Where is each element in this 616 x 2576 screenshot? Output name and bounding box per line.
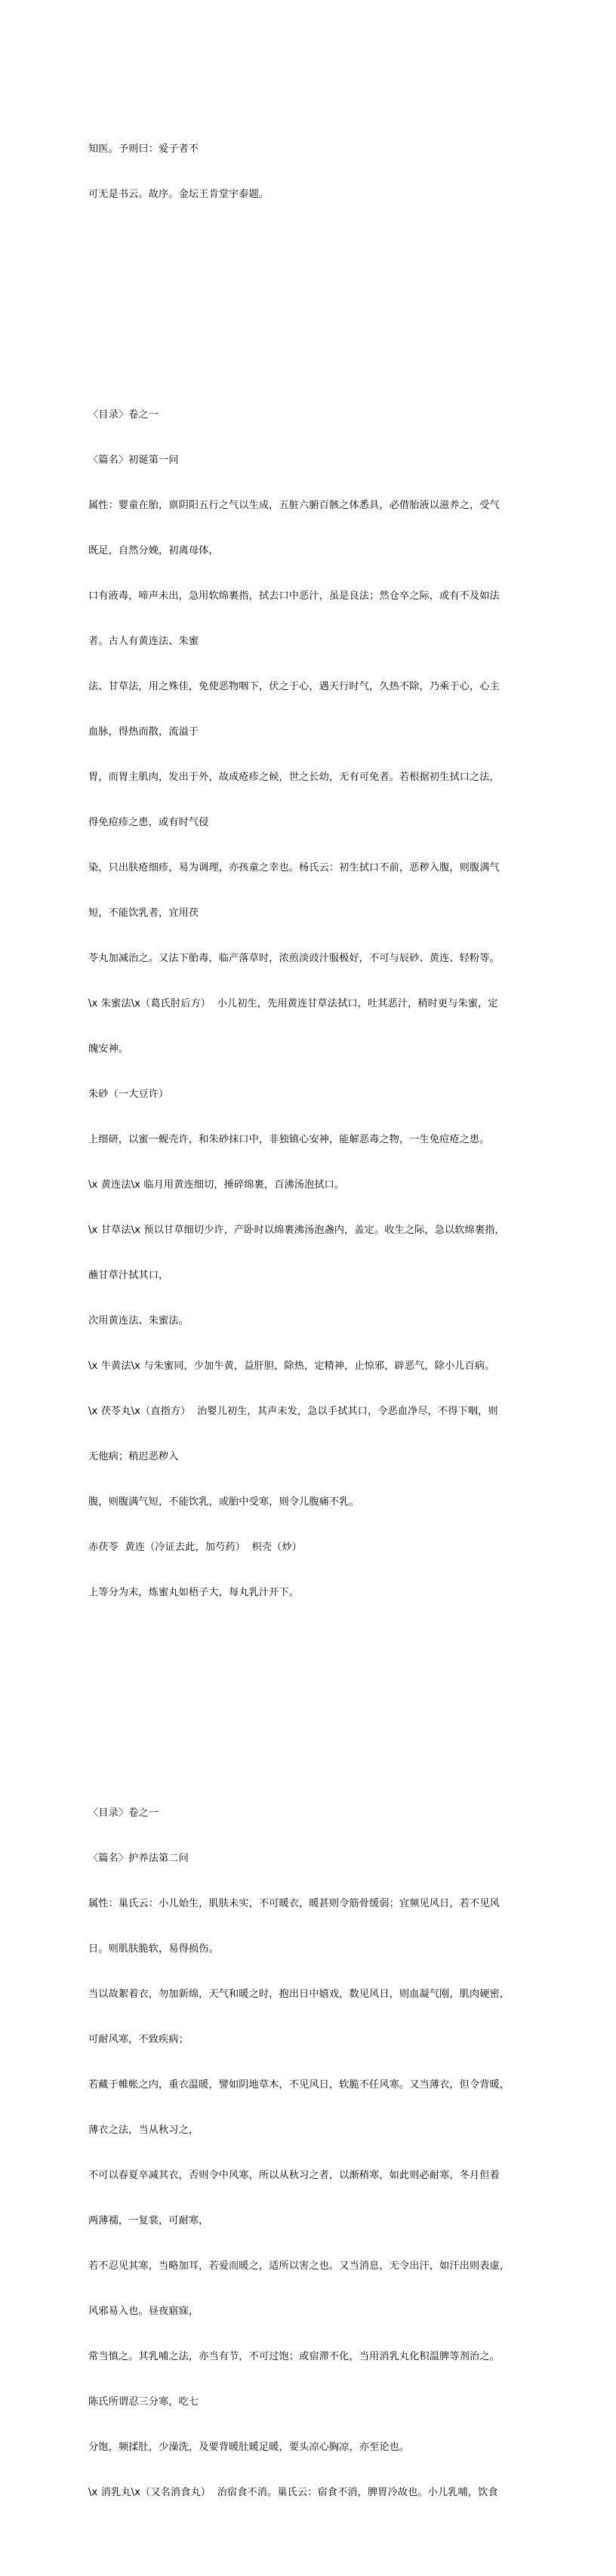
text-line: 苓丸加减治之。又法下胎毒，临产落草时，浓煎淡豉汁服极好，不可与辰砂、黄连、轻粉等。 bbox=[88, 953, 500, 964]
toc-line: 〈目录〉卷之一 bbox=[88, 1807, 159, 1819]
text-line: 得免痘疹之患，或有时气侵 bbox=[88, 817, 209, 828]
text-line: 常当慎之。其乳哺之法，亦当有节，不可过饱；或宿滞不化，当用消乳丸化积温脾等剂治之。 bbox=[88, 2351, 500, 2362]
text-line: 赤茯苓 黄连（冷证去此，加芍药） 枳壳（炒） bbox=[88, 1542, 302, 1553]
text-line: 无他病；稍迟恶秽入 bbox=[88, 1451, 179, 1462]
text-line: 上等分为末，炼蜜丸如梧子大，每丸乳汁开下。 bbox=[88, 1587, 300, 1598]
text-line: 分饱，频揉肚，少澡洗，及要背暖肚暖足暖，要头凉心胸凉，亦至论也。 bbox=[88, 2442, 410, 2453]
text-line: 染，只出肤疮细疹，易为调理，亦孩童之幸也。杨氏云：初生拭口不前，恶秽入腹，则腹满气 bbox=[88, 862, 500, 874]
text-line: 属性：巢氏云：小儿始生，肌肤未实，不可暖衣，暖甚则令筋骨缓弱；宜频见风日，若不见风 bbox=[88, 1898, 500, 1909]
toc-line: 〈目录〉卷之一 bbox=[88, 409, 159, 421]
text-line: \x 牛黄法\x 与朱蜜同，少加牛黄，益肝胆，除热，定精神，止惊邪，辟恶气，除小儿百病。 bbox=[88, 1360, 495, 1372]
text-line: 风邪易入也。昼夜寤寐， bbox=[88, 2306, 199, 2317]
text-line: 朱砂（一大豆许） bbox=[88, 1089, 169, 1100]
text-line: 属性：婴童在胎，禀阴阳五行之气以生成，五脏六腑百骸之体悉具，必借胎液以滋养之，受气 bbox=[88, 500, 500, 511]
text-line: 短，不能饮乳者，宜用茯 bbox=[88, 907, 199, 919]
text-line: 可耐风寒，不致疾病； bbox=[88, 2034, 189, 2045]
text-line: 日。则肌肤脆软，易得损伤。 bbox=[88, 1943, 219, 1955]
text-line: 口有液毒，啼声未出，急用软绵裹指，拭去口中恶汁，虽是良法；然仓卒之际，或有不及如法 bbox=[88, 590, 500, 602]
text-line: \x 茯苓丸\x（直指方） 治婴儿初生，其声未发，急以手拭其口，令恶血净尽，不得下咽，则 bbox=[88, 1406, 498, 1417]
text-line: 不可以春夏卒减其衣，否则令中风寒，所以从秋习之者，以渐稍寒，如此则必耐寒，冬月但着 bbox=[88, 2170, 500, 2181]
text-line: 蘸甘草汁拭其口， bbox=[88, 1270, 169, 1281]
paragraph-preface-tail bbox=[88, 112, 546, 233]
paragraph-spacer bbox=[88, 1721, 546, 1730]
text-line: 既足，自然分娩，初离母体， bbox=[88, 545, 219, 556]
paragraph-spacer bbox=[88, 323, 546, 332]
text-line: 当以故絮着衣，勿加新绵，天气和暖之时，抱出日中嬉戏，数见风日，则血凝气刚，肌肉硬密， bbox=[88, 1989, 510, 2000]
text-line: 腹，则腹满气短，不能饮乳，或胎中受寒，则令儿腹痛不乳。 bbox=[88, 1496, 359, 1508]
text-line: 陈氏所谓忍三分寒，吃七 bbox=[88, 2396, 199, 2408]
text-line: 可无是书云。故序。金坛王肯堂宇泰题。 bbox=[88, 189, 270, 200]
text-line: 者。古人有黄连法、朱蜜 bbox=[88, 636, 199, 647]
text-line: \x 朱蜜法\x（葛氏肘后方） 小儿初生，先用黄连甘草法拭口，吐其恶汁，稍时更与朱蜜，定 bbox=[88, 998, 498, 1009]
text-line: \x 甘草法\x 预以甘草细切少许，产卧时以绵裹沸汤泡盏内，盖定。收生之际，急以软绵裹指， bbox=[88, 1225, 505, 1236]
text-line: \x 消乳丸\x（又名消食丸） 治宿食不消。巢氏云：宿食不消，脾胃冷故也。小儿乳哺，饮食 bbox=[88, 2487, 498, 2498]
chapter-title-line: 〈篇名〉护养法第二问 bbox=[88, 1853, 189, 1864]
paragraph-section-one bbox=[88, 377, 546, 1631]
paragraph-spacer bbox=[88, 1676, 546, 1691]
text-line: \x 黄连法\x 临月用黄连细切，捶碎绵裹，百沸汤泡拭口。 bbox=[88, 1179, 345, 1191]
text-line: 薄衣之法，当从秋习之， bbox=[88, 2125, 199, 2136]
text-line: 两薄襦，一复裳，可耐寒， bbox=[88, 2215, 209, 2226]
text-line: 次用黄连法、朱蜜法。 bbox=[88, 1315, 189, 1327]
text-line: 知医。予则曰：爱子者不 bbox=[88, 143, 199, 155]
text-line: 魄安神。 bbox=[88, 1043, 129, 1055]
document-text-body bbox=[88, 66, 546, 2576]
text-line: 血脉，得热而散，流溢于 bbox=[88, 726, 199, 738]
text-line: 若藏于帷帐之内，重衣温暖，譬如阴地草木，不见风日，软脆不任风寒。又当薄衣，但令背暖， bbox=[88, 2079, 510, 2091]
text-line: 上细研，以蜜一蚬壳许，和朱砂抹口中，非独镇心安神，能解恶毒之物，一生免痘疮之患。 bbox=[88, 1134, 490, 1145]
paragraph-spacer bbox=[88, 278, 546, 293]
text-line: 法、甘草法，用之殊佳，免使恶物咽下，伏之于心，遇天行时气，久热不除，乃乘于心，心主 bbox=[88, 681, 500, 692]
chapter-title-line: 〈篇名〉初诞第一问 bbox=[88, 454, 179, 466]
text-line: 胃，而胃主肌肉，发出于外，故成疮疹之候，世之长幼，无有可免者。若根据初生拭口之法， bbox=[88, 772, 500, 783]
paragraph-section-two bbox=[88, 1776, 546, 2531]
text-line: 若不忍见其寒，当略加耳，若爱而暖之，适所以害之也。又当消息，无令出汗，如汗出则表虚， bbox=[88, 2260, 510, 2272]
